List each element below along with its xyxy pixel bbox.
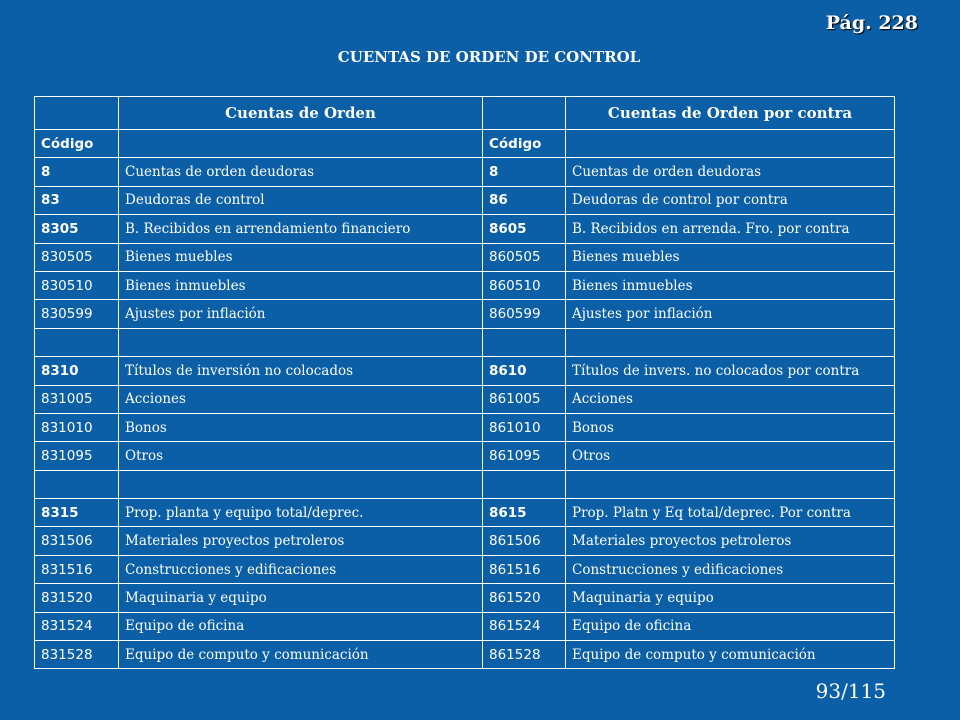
cuenta-contra-cell: Bienes muebles [566,243,895,271]
table-row [35,186,895,214]
table-row [35,328,895,356]
cuenta-contra-cell: Cuentas de orden deudoras [566,158,895,186]
cuenta-contra-cell: B. Recibidos en arrenda. Fro. por contra [566,215,895,243]
cuenta-cell: Maquinaria y equipo [119,584,483,612]
cuenta-contra-cell [566,470,895,498]
codigo-cell: 830505 [35,243,119,271]
cuenta-cell [119,328,483,356]
codigo-contra-cell: 861520 [483,584,566,612]
page-reference: Pág. 228 [825,12,918,34]
table-row [35,243,895,271]
header-cuentas-orden: Cuentas de Orden [119,97,483,130]
codigo-cell [35,470,119,498]
table-row [35,641,895,669]
codigo-contra-cell: 861010 [483,413,566,441]
table-row [35,300,895,328]
codigo-cell: 831095 [35,442,119,470]
codigo-contra-cell: 86 [483,186,566,214]
table-header-row [35,97,895,130]
table-row [35,555,895,583]
table-body [35,158,895,669]
codigo-cell: 831528 [35,641,119,669]
cuenta-cell: B. Recibidos en arrendamiento financiero [119,215,483,243]
header-blank-left [35,97,119,130]
codigo-contra-cell: 8605 [483,215,566,243]
codigo-contra-cell: 861506 [483,527,566,555]
codigo-cell: 831520 [35,584,119,612]
codigo-header-left: Código [35,130,119,158]
codigo-contra-cell: 860505 [483,243,566,271]
codigo-contra-cell: 861524 [483,612,566,640]
cuenta-cell: Otros [119,442,483,470]
table-row [35,215,895,243]
codigo-cell: 8315 [35,499,119,527]
codigo-cell: 8310 [35,357,119,385]
codigo-contra-cell: 861005 [483,385,566,413]
codigo-contra-cell: 860599 [483,300,566,328]
codigo-cell: 83 [35,186,119,214]
cuenta-contra-cell: Equipo de oficina [566,612,895,640]
codigo-contra-cell: 861516 [483,555,566,583]
cuenta-cell: Deudoras de control [119,186,483,214]
cuenta-contra-cell: Bonos [566,413,895,441]
cuenta-cell: Acciones [119,385,483,413]
table-row [35,499,895,527]
cuenta-contra-cell: Bienes inmuebles [566,271,895,299]
codigo-cell: 8305 [35,215,119,243]
table-row [35,527,895,555]
cuenta-cell: Equipo de computo y comunicación [119,641,483,669]
cuenta-contra-cell: Equipo de computo y comunicación [566,641,895,669]
cuenta-cell: Bonos [119,413,483,441]
codigo-header-right: Código [483,130,566,158]
page-title: CUENTAS DE ORDEN DE CONTROL [337,48,641,66]
cuenta-contra-cell [566,328,895,356]
table-subheader-row [35,130,895,158]
cuenta-cell: Equipo de oficina [119,612,483,640]
codigo-cell: 830510 [35,271,119,299]
cuenta-contra-cell: Títulos de invers. no colocados por contra [566,357,895,385]
cuenta-contra-cell: Maquinaria y equipo [566,584,895,612]
cuenta-cell: Ajustes por inflación [119,300,483,328]
codigo-contra-cell: 861095 [483,442,566,470]
codigo-contra-cell: 861528 [483,641,566,669]
codigo-cell [35,328,119,356]
codigo-contra-cell: 8 [483,158,566,186]
table-row [35,470,895,498]
table-row [35,612,895,640]
cuenta-contra-cell: Otros [566,442,895,470]
codigo-contra-cell: 860510 [483,271,566,299]
codigo-cell: 831506 [35,527,119,555]
cuenta-cell: Títulos de inversión no colocados [119,357,483,385]
header-blank-right [483,97,566,130]
table-row [35,271,895,299]
codigo-contra-cell [483,470,566,498]
cuenta-contra-cell: Materiales proyectos petroleros [566,527,895,555]
subheader-blank-left [119,130,483,158]
codigo-cell: 831524 [35,612,119,640]
cuenta-cell: Cuentas de orden deudoras [119,158,483,186]
cuenta-contra-cell: Construcciones y edificaciones [566,555,895,583]
cuenta-cell: Bienes muebles [119,243,483,271]
cuenta-cell: Bienes inmuebles [119,271,483,299]
cuenta-contra-cell: Acciones [566,385,895,413]
codigo-cell: 831516 [35,555,119,583]
slide-counter: 93/115 [815,679,886,703]
codigo-contra-cell [483,328,566,356]
cuenta-cell: Construcciones y edificaciones [119,555,483,583]
codigo-cell: 831010 [35,413,119,441]
cuenta-contra-cell: Prop. Platn y Eq total/deprec. Por contra [566,499,895,527]
header-cuentas-contra: Cuentas de Orden por contra [566,97,895,130]
codigo-cell: 8 [35,158,119,186]
cuenta-contra-cell: Ajustes por inflación [566,300,895,328]
table-row [35,385,895,413]
codigo-cell: 831005 [35,385,119,413]
subheader-blank-right [566,130,895,158]
table-row [35,413,895,441]
codigo-contra-cell: 8615 [483,499,566,527]
cuenta-cell: Prop. planta y equipo total/deprec. [119,499,483,527]
table-row [35,584,895,612]
table-row [35,158,895,186]
table-row [35,357,895,385]
codigo-contra-cell: 8610 [483,357,566,385]
table-row [35,442,895,470]
cuenta-contra-cell: Deudoras de control por contra [566,186,895,214]
accounts-table [34,96,895,669]
cuenta-cell: Materiales proyectos petroleros [119,527,483,555]
codigo-cell: 830599 [35,300,119,328]
cuenta-cell [119,470,483,498]
